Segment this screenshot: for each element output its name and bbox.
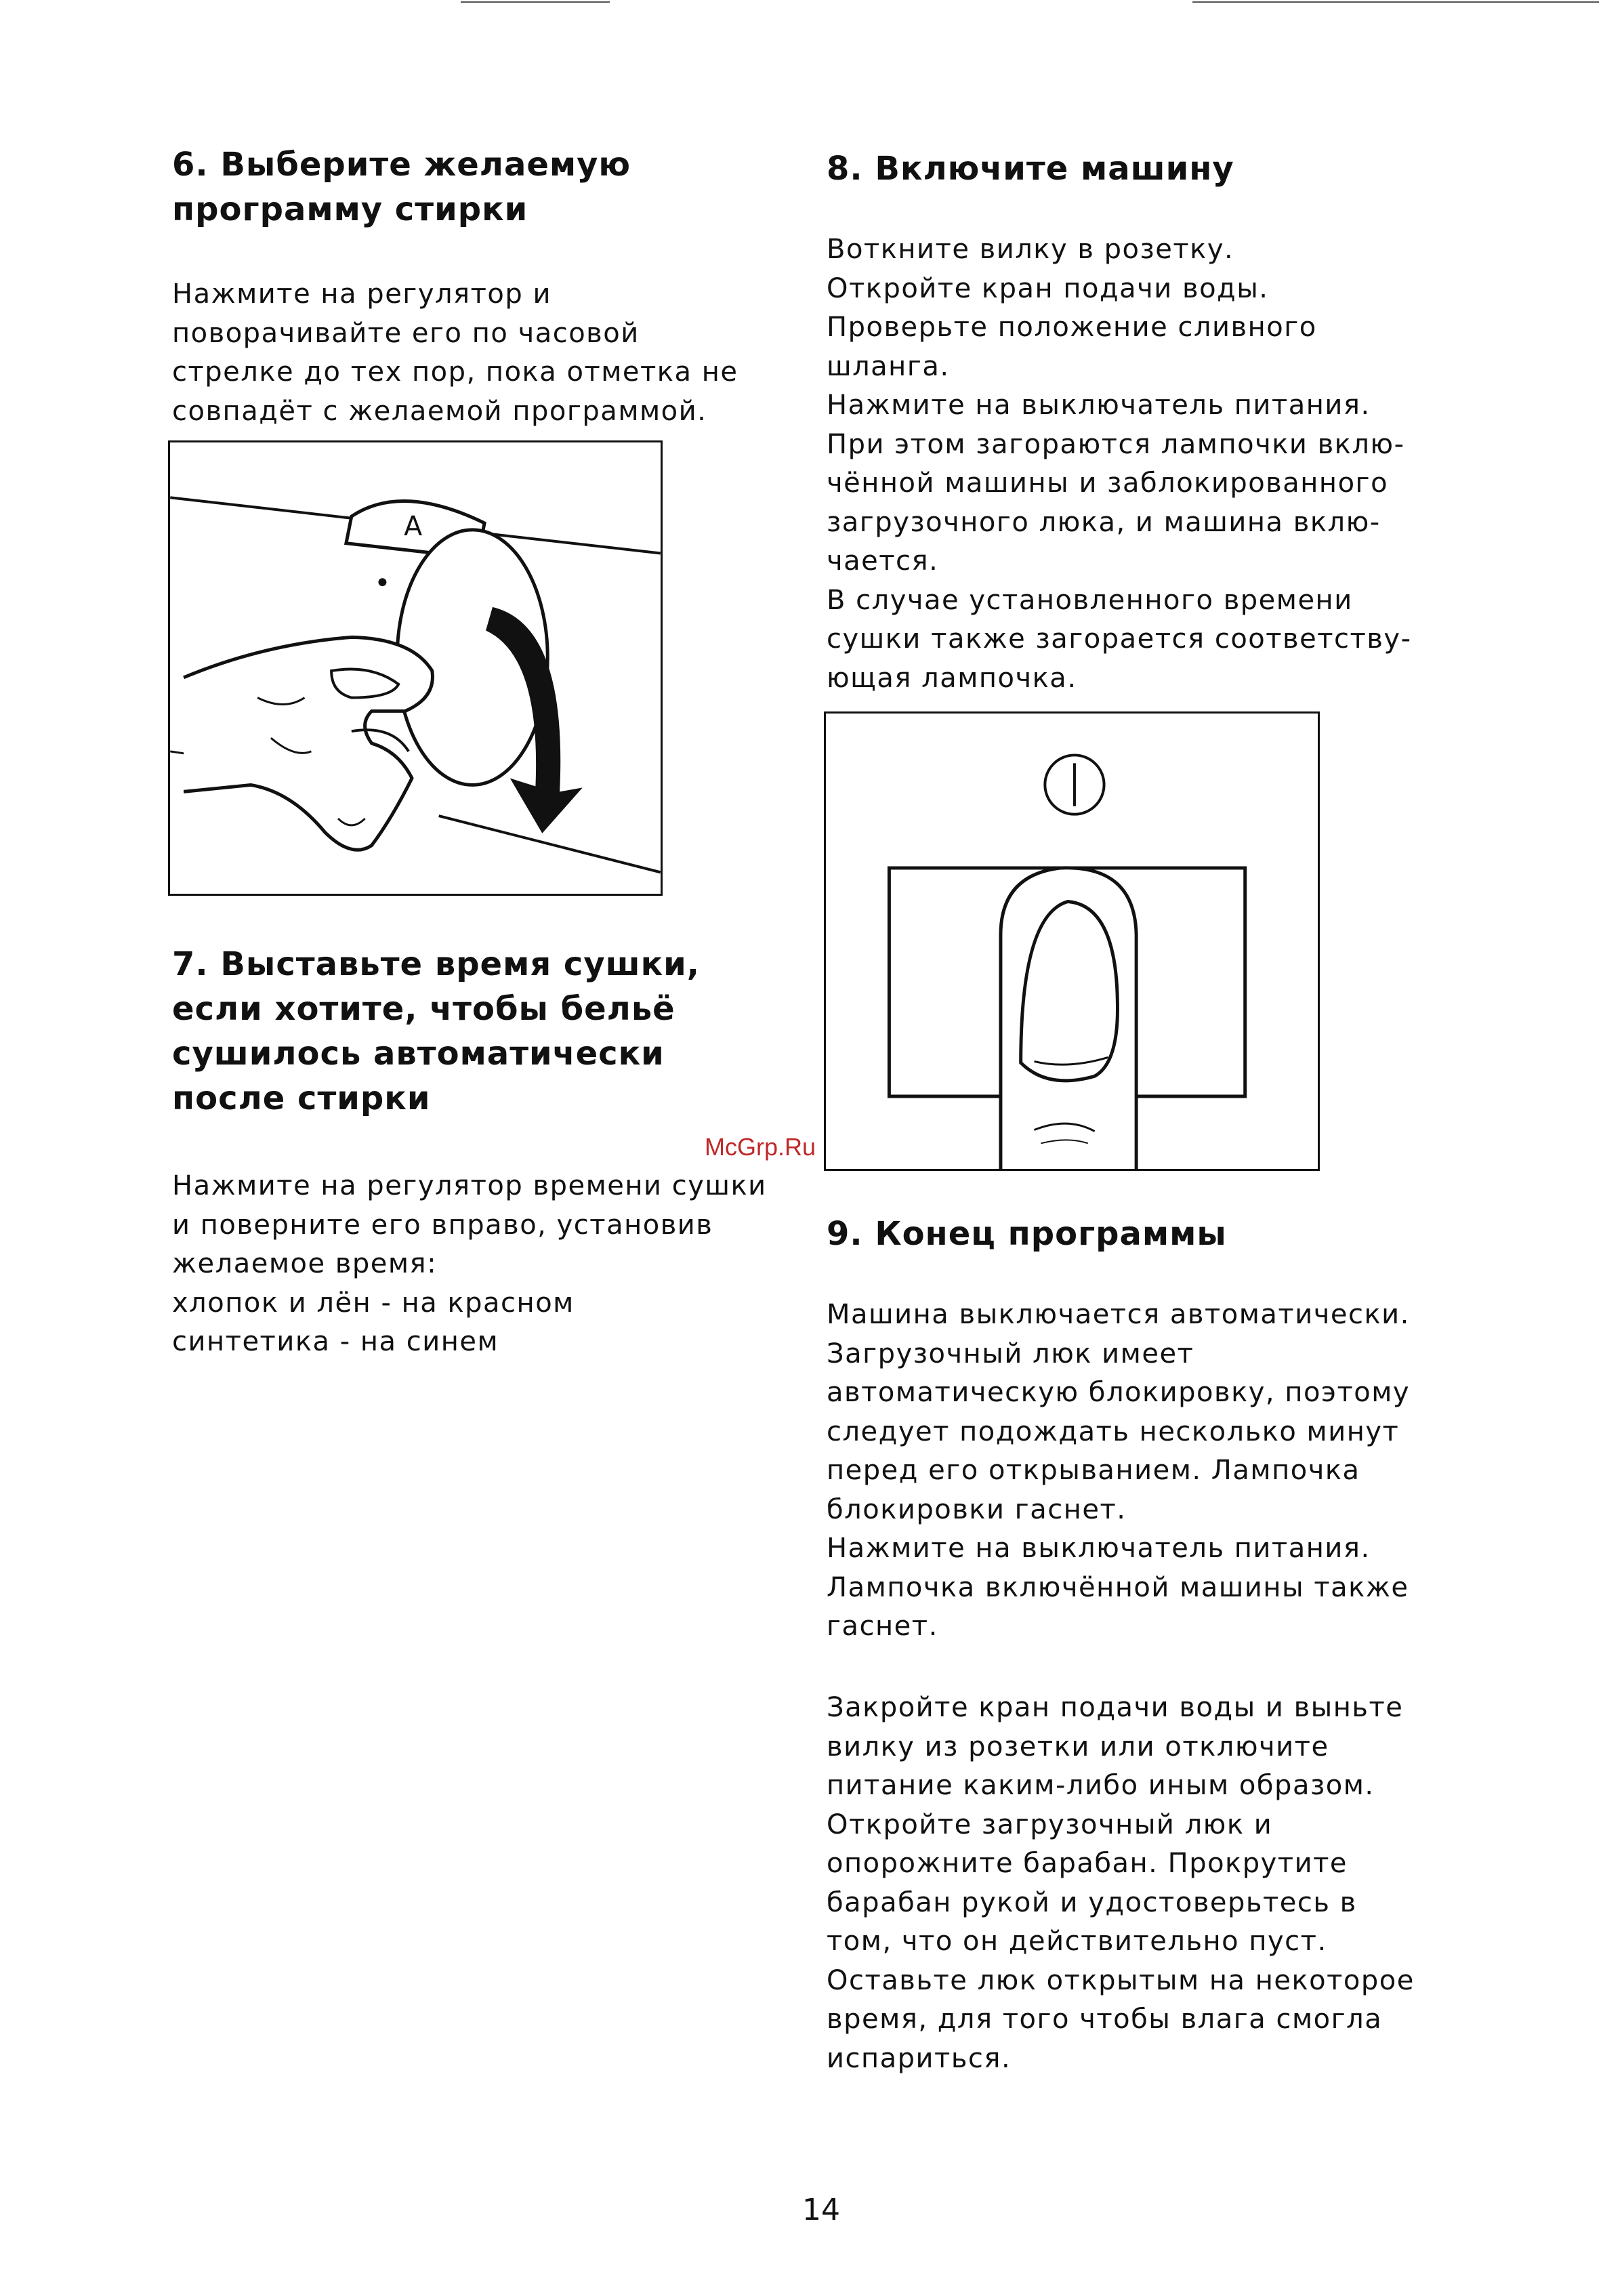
section-6-text: Нажмите на регулятор и поворачивайте его по часовой стрелке до тех пор, пока отметка не совпадёт с желаемой программой.: [172, 278, 738, 427]
section-9-text: Машина выключается автоматически. Загрузочный люк имеет автоматическую блокировку, поэтому следует подождать несколько минут перед его открыванием. Лампочка блокировки гаснет. Нажмите на выключатель питания. Лампочка включённой машины также гаснет.: [827, 1299, 1411, 1642]
scan-line-right: [1192, 1, 1599, 3]
watermark: McGrp.Ru: [705, 1133, 816, 1161]
section-9-heading: 9. Конец программы: [827, 1215, 1227, 1253]
section-8-heading: 8. Включите машину: [827, 150, 1234, 188]
section-9-text-2: Закройте кран подачи воды и выньте вилку из розетки или отключите питание каким-либо иным образом. Откройте загрузочный люк и опорожните барабан. Прокрутите барабан рукой и удостоверьтесь в том, что он действительно пуст. Оставьте люк открытым на некоторое время, для того чтобы влага смогла испариться.: [827, 1692, 1415, 2074]
program-dial-figure: [168, 440, 663, 896]
power-button-figure: [824, 711, 1320, 1171]
indicator-letter: A: [404, 510, 423, 542]
page-number: 14: [802, 2193, 840, 2227]
scan-line-left: [461, 1, 610, 3]
section-7-text: Нажмите на регулятор времени сушки и поверните его вправо, установив желаемое время: хлопок и лён - на красном синтетика - на синем: [172, 1170, 767, 1357]
section-7-heading: 7. Выставьте время сушки, если хотите, чтобы бельё сушилось автоматически после стирки: [172, 945, 701, 1117]
section-8-text: Воткните вилку в розетку. Откройте кран подачи воды. Проверьте положение сливного шланга. Нажмите на выключатель питания. При этом загораются лампочки вклю- чённой машины и заблокированного загрузочного люка, и машина вклю- чается. В случае установленного времени сушки также загорается соответству- ющая лампочка.: [827, 234, 1412, 694]
section-6-heading: 6. Выберите желаемую программу стирки: [172, 146, 631, 228]
